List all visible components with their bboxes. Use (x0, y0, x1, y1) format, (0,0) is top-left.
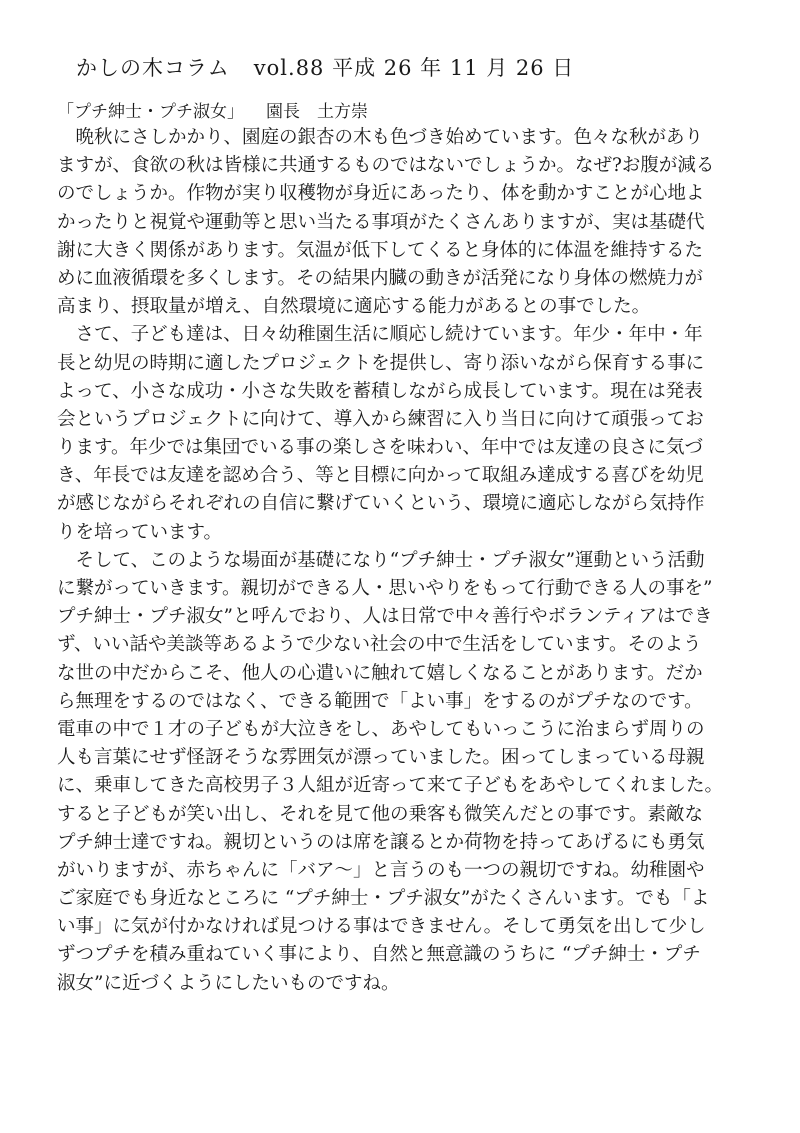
body-line: 長と幼児の時期に適したプロジェクトを提供し、寄り添いながら保育する事に (57, 352, 705, 374)
body-line: 高まり、摂取量が増え、自然環境に適応する能力があるとの事でした。 (57, 296, 651, 318)
body-line: 会というプロジェクトに向けて、導入から練習に入り当日に向けて頑張ってお (57, 408, 704, 430)
body-line: そして、このような場面が基礎になり“プチ紳士・プチ淑女”運動という活動 (57, 549, 705, 571)
body-line: ります。年少では集団でいる事の楽しさを味わい、年中では友達の良さに気づ (57, 437, 704, 459)
body-line: プチ紳士・プチ淑女”と呼んでおり、人は日常で中々善行やボランティアはでき (57, 606, 713, 628)
issue-date: vol.88 平成 26 年 11 月 26 日 (253, 56, 575, 80)
body-line: ずつプチを積み重ねていく事により、自然と無意識のうちに “プチ紳士・プチ (57, 944, 701, 966)
body-line: プチ紳士達ですね。親切というのは席を譲るとか荷物を持ってあげるにも勇気 (57, 831, 705, 853)
body-line: のでしょうか。作物が実り収穫物が身近にあったり、体を動かすことが心地よ (57, 183, 705, 205)
body-line: 淑女”に近づくようにしたいものですね。 (57, 972, 400, 994)
article-byline (57, 97, 368, 122)
body-line: ず、いい話や美談等あるようで少ない社会の中で生活をしています。そのよう (57, 634, 702, 656)
author-name: 園長 土方崇 (266, 102, 368, 122)
body-line: よって、小さな成功・小さな失敗を蓄積しながら成長しています。現在は発表 (57, 380, 703, 402)
body-line: 晩秋にさしかかり、園庭の銀杏の木も色づき始めています。色々な秋があり (57, 127, 704, 148)
body-line: かったりと視覚や運動等と思い当たる事項がたくさんありますが、実は基礎代 (57, 211, 705, 233)
body-line: 電車の中で１才の子どもが大泣きをし、あやしてもいっこうに治まらず周りの (57, 718, 705, 740)
body-line: い事」に気が付かなければ見つける事はできません。そして勇気を出して少し (57, 916, 706, 938)
body-line: な世の中だからこそ、他人の心遣いに触れて嬉しくなることがあります。だか (57, 662, 703, 684)
article-body (57, 124, 757, 998)
body-line: き、年長では友達を認め合う、等と目標に向かって取組み達成する喜びを幼児 (57, 465, 704, 487)
column-header (76, 52, 574, 82)
body-line: めに血液循環を多くします。その結果内臓の動きが活発になり身体の燃焼力が (57, 267, 704, 289)
body-line: が感じながらそれぞれの自信に繋げていくという、環境に適応しながら気持作 (57, 493, 705, 515)
body-line: りを培っています。 (57, 521, 223, 543)
body-line: 謝に大きく関係があります。気温が低下してくると身体的に体温を維持するた (57, 239, 704, 261)
body-line: すると子どもが笑い出し、それを見て他の乗客も微笑んだとの事です。素敵な (57, 803, 704, 825)
body-line: さて、子ども達は、日々幼稚園生活に順応し続けています。年少・年中・年 (57, 324, 703, 346)
article-title: 「プチ紳士・プチ淑女」 (57, 102, 244, 122)
column-title: かしの木コラム (76, 56, 230, 80)
body-line: ご家庭でも身近なところに “プチ紳士・プチ淑女”がたくさんいます。でも「よ (57, 888, 710, 910)
body-line: に繋がっていきます。親切ができる人・思いやりをもって行動できる人の事を” (57, 578, 713, 599)
body-line: に、乗車してきた高校男子３人組が近寄って来て子どもをあやしてくれました。 (57, 775, 724, 797)
body-line: がいりますが、赤ちゃんに「バア～」と言うのも一つの親切ですね。幼稚園や (57, 859, 705, 881)
body-line: 人も言葉にせず怪訝そうな雰囲気が漂っていました。困ってしまっている母親 (57, 747, 705, 769)
body-line: ますが、食欲の秋は皆様に共通するものではないでしょうか。なぜ?お腹が減る (57, 155, 715, 177)
body-line: ら無理をするのではなく、できる範囲で「よい事」をするのがプチなのです。 (57, 690, 703, 712)
